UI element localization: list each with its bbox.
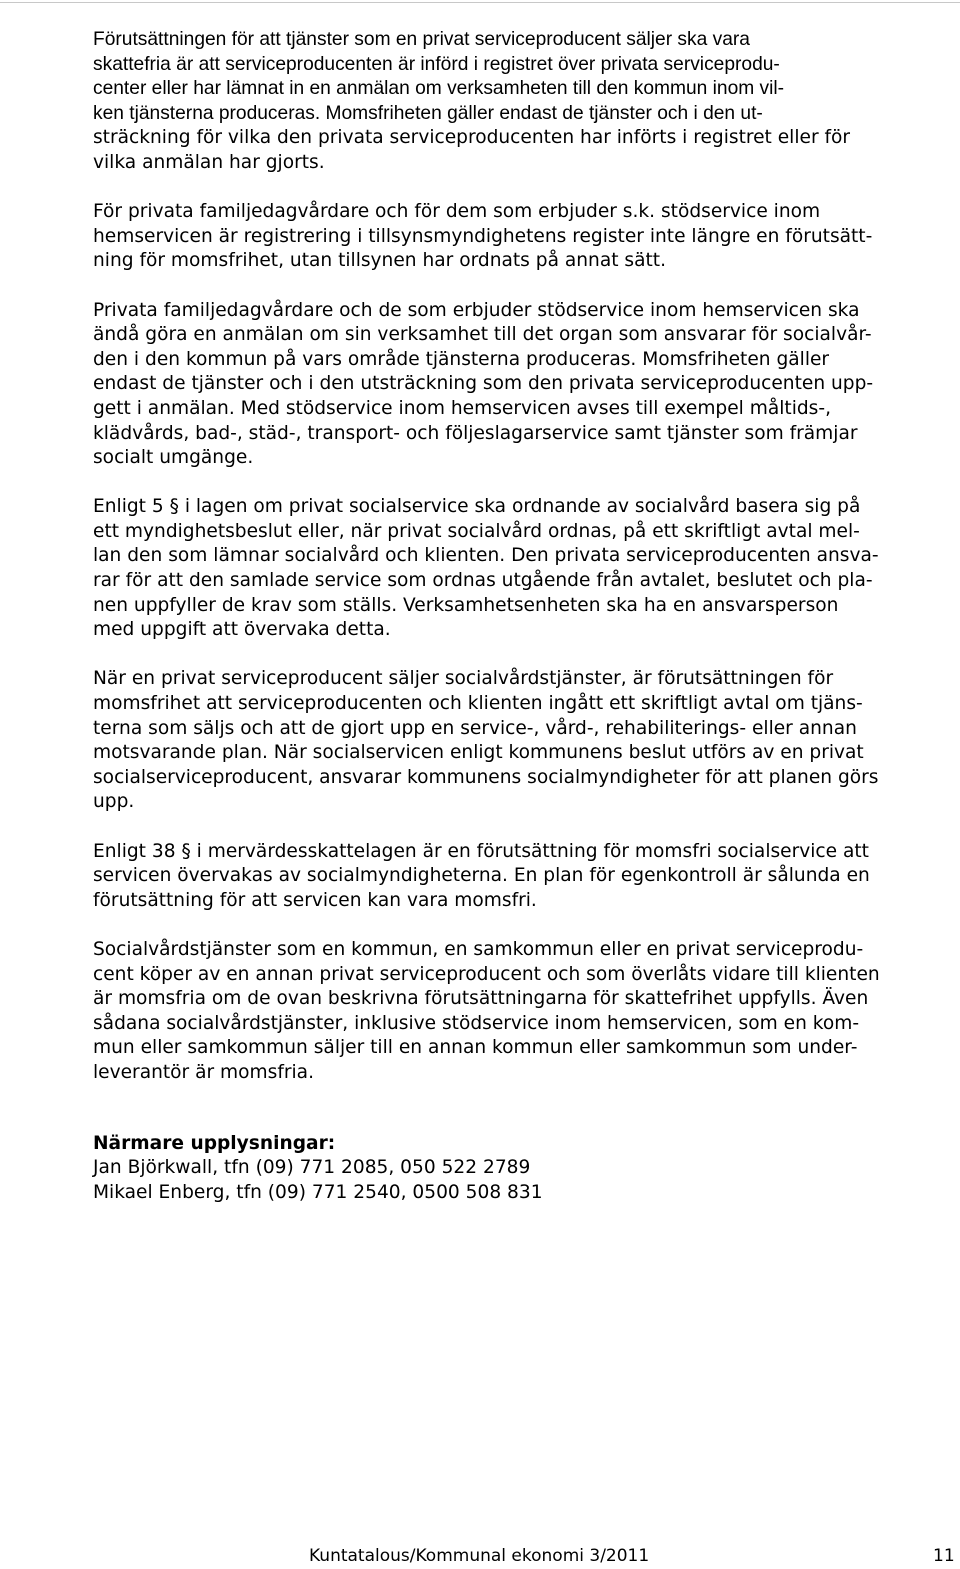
- paragraph-line: den i den kommun på vars område tjänsterna produceras. Momsfriheten gäller: [93, 348, 830, 370]
- paragraph-line: center eller har lämnat in en anmälan om verksamheten till den kommun inom vil-: [93, 78, 785, 100]
- paragraph-line: skattefria är att serviceproducenten är införd i registret över privata serviceprodu-: [93, 53, 780, 75]
- document-body: [93, 28, 955, 1205]
- paragraph-line: med uppgift att övervaka detta.: [93, 619, 391, 641]
- paragraph-line: upp.: [93, 791, 135, 813]
- paragraph-line: För privata familjedagvårdare och för dem som erbjuder s.k. stödservice inom: [93, 201, 821, 223]
- paragraph-line: gett i anmälan. Med stödservice inom hemservicen avses till exempel måltids-,: [93, 397, 831, 419]
- paragraph-line: Enligt 38 § i mervärdesskattelagen är en förutsättning för momsfri socialservice att: [93, 840, 869, 862]
- paragraph-line: vilka anmälan har gjorts.: [93, 151, 325, 173]
- paragraph-line: klädvårds, bad-, städ-, transport- och följeslagarservice samt tjänster som främjar: [93, 422, 858, 444]
- paragraph-line: ändå göra en anmälan om sin verksamhet till det organ som ansvarar för socialvår-: [93, 324, 872, 346]
- paragraph-5: [93, 667, 955, 815]
- paragraph-line: mun eller samkommun säljer till en annan kommun eller samkommun som under-: [93, 1037, 858, 1059]
- paragraph-line: Socialvårdstjänster som en kommun, en samkommun eller en privat serviceprodu-: [93, 938, 864, 960]
- paragraph-line: Privata familjedagvårdare och de som erbjuder stödservice inom hemservicen ska: [93, 299, 860, 321]
- paragraph-line: sträckning för vilka den privata serviceproducenten har införts i registret eller för: [93, 127, 851, 149]
- contact-line: Mikael Enberg, tfn (09) 771 2540, 0500 508 831: [93, 1181, 543, 1203]
- paragraph-4: [93, 495, 955, 643]
- paragraph-3: [93, 299, 955, 471]
- paragraph-line: rar för att den samlade service som ordnas utgående från avtalet, beslutet och pla-: [93, 570, 873, 592]
- publication-title: Kuntatalous/Kommunal ekonomi 3/2011: [309, 1546, 650, 1566]
- paragraph-line: terna som säljs och att de gjort upp en service-, vård-, rehabiliterings- eller annan: [93, 717, 857, 739]
- paragraph-line: ken tjänsterna produceras. Momsfriheten gäller endast de tjänster och i den ut-: [93, 102, 763, 124]
- paragraph-line: socialt umgänge.: [93, 447, 254, 469]
- paragraph-2: [93, 200, 955, 274]
- paragraph-line: förutsättning för att servicen kan vara momsfri.: [93, 889, 537, 911]
- contact-line: Jan Björkwall, tfn (09) 771 2085, 050 522 2789: [93, 1157, 531, 1179]
- paragraph-line: nen uppfyller de krav som ställs. Verksamhetsenheten ska ha en ansvarsperson: [93, 594, 839, 616]
- paragraph-line: servicen övervakas av socialmyndigheterna. En plan för egenkontroll är sålunda en: [93, 865, 870, 887]
- paragraph-line: sådana socialvårdstjänster, inklusive stödservice inom hemservicen, som en kom-: [93, 1012, 860, 1034]
- paragraph-line: cent köper av en annan privat serviceproducent och som överlåts vidare till klienten: [93, 963, 880, 985]
- paragraph-line: När en privat serviceproducent säljer socialvårdstjänster, är förutsättningen för: [93, 668, 834, 690]
- paragraph-line: motsvarande plan. När socialservicen enligt kommunens beslut utförs av en privat: [93, 742, 864, 764]
- paragraph-7: [93, 938, 955, 1086]
- paragraph-line: ett myndighetsbeslut eller, när privat socialvård ordnas, på ett skriftligt avtal mel-: [93, 520, 860, 542]
- paragraph-line: lan den som lämnar socialvård och klienten. Den privata serviceproducenten ansva-: [93, 545, 879, 567]
- paragraph-line: Enligt 5 § i lagen om privat socialservice ska ordnande av socialvård basera sig på: [93, 496, 861, 518]
- contacts-heading: Närmare upplysningar:: [93, 1132, 336, 1154]
- paragraph-1: [93, 28, 955, 176]
- paragraph-line: är momsfria om de ovan beskrivna förutsättningarna för skattefrihet uppfylls. Även: [93, 988, 869, 1010]
- paragraph-6: [93, 840, 955, 914]
- paragraph-line: Förutsättningen för att tjänster som en privat serviceproducent säljer ska vara: [93, 29, 750, 50]
- paragraph-line: hemservicen är registrering i tillsynsmyndighetens register inte längre en förutsätt-: [93, 225, 873, 247]
- paragraph-line: socialserviceproducent, ansvarar kommunens socialmyndigheter för att planen görs: [93, 766, 879, 788]
- top-rule: [0, 2, 960, 3]
- paragraph-line: endast de tjänster och i den utsträckning som den privata serviceproducenten upp-: [93, 373, 874, 395]
- paragraph-line: momsfrihet att serviceproducenten och klienten ingått ett skriftligt avtal om tjäns-: [93, 693, 863, 715]
- paragraph-line: ning för momsfrihet, utan tillsynen har ordnats på annat sätt.: [93, 250, 667, 272]
- page-number: 11: [933, 1546, 955, 1566]
- paragraph-line: leverantör är momsfria.: [93, 1061, 314, 1083]
